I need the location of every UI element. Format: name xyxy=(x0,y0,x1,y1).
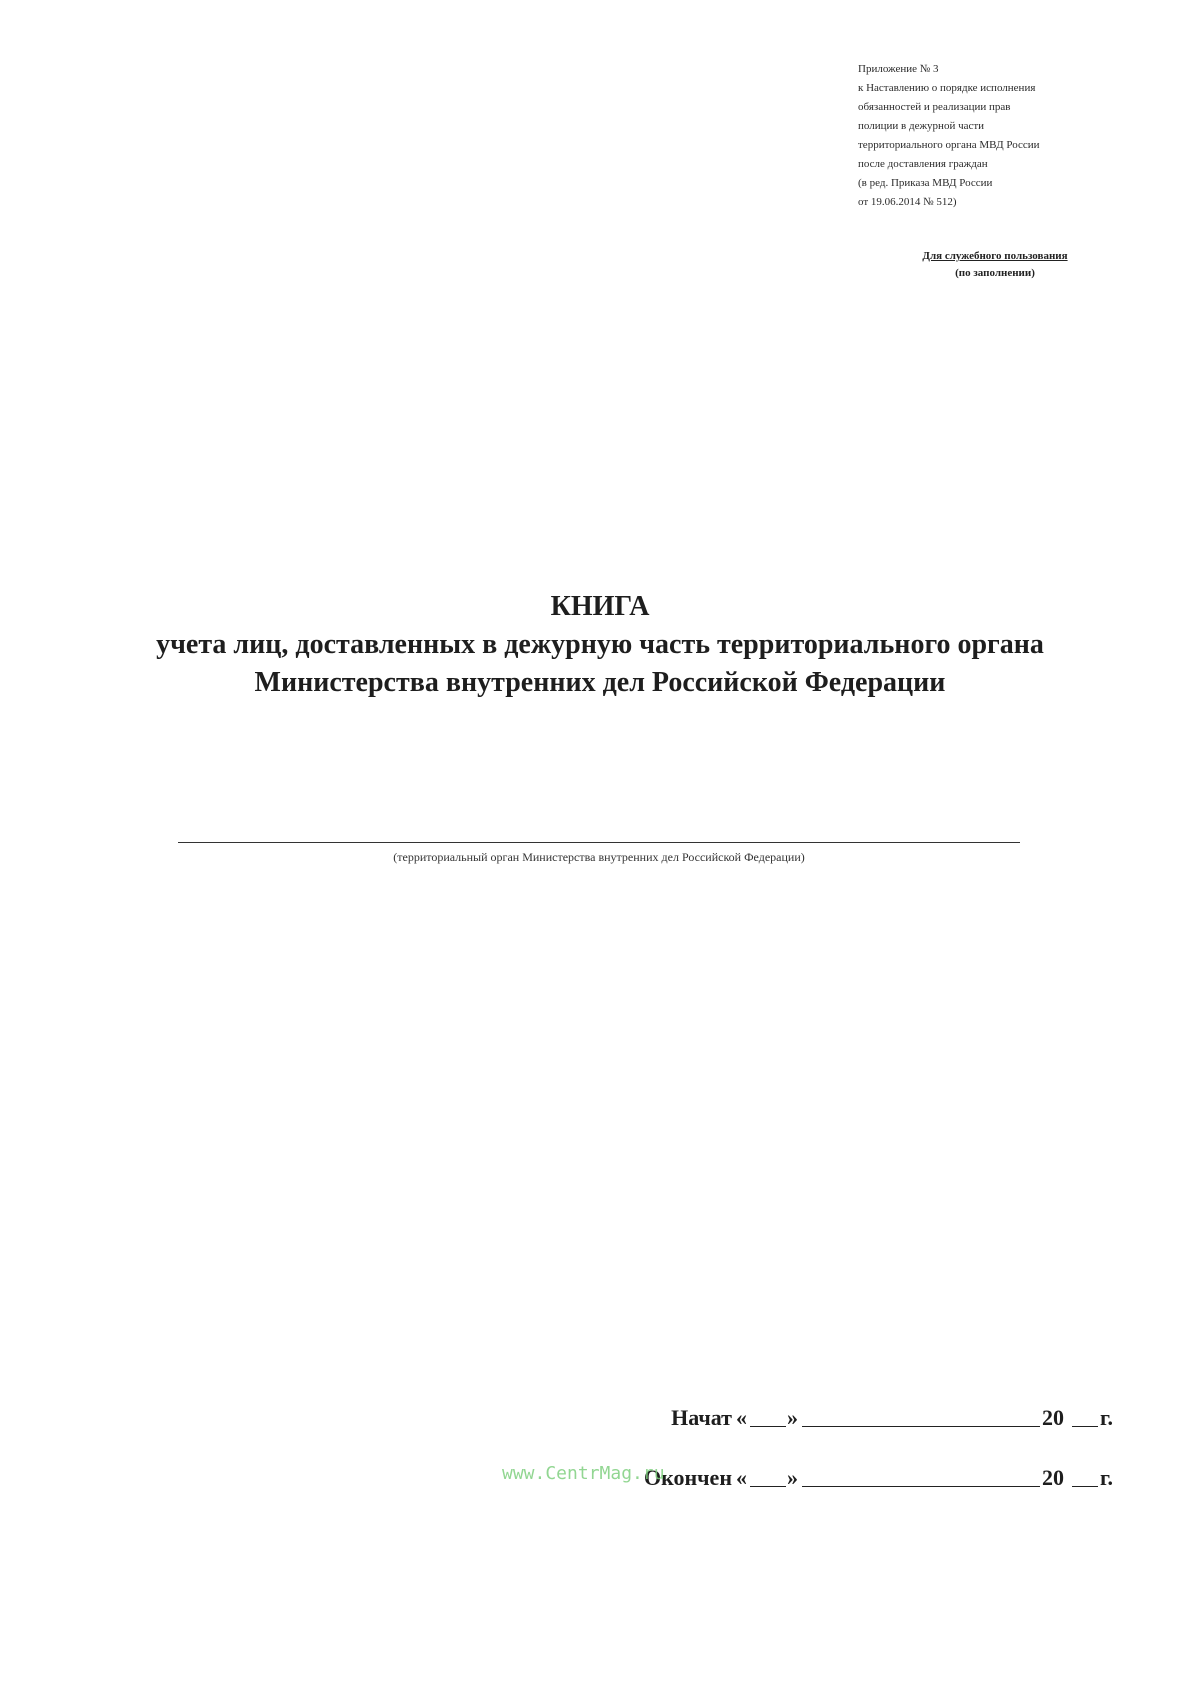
started-date-row xyxy=(600,1402,1120,1434)
quote-open: « xyxy=(736,1465,747,1490)
quote-close: » xyxy=(787,1465,798,1490)
title-line-1: КНИГА xyxy=(550,591,650,622)
finished-date-row xyxy=(600,1462,1120,1494)
appendix-line: обязанностей и реализации прав xyxy=(858,101,1011,113)
appendix-line: от 19.06.2014 № 512) xyxy=(858,196,957,208)
day-blank xyxy=(750,1486,786,1487)
year-blank xyxy=(1072,1426,1098,1427)
appendix-line: после доставления граждан xyxy=(858,158,988,170)
appendix-line: Приложение № 3 xyxy=(858,63,939,75)
watermark: www.CentrMag.ru xyxy=(502,1463,665,1484)
year-blank xyxy=(1072,1486,1098,1487)
month-blank xyxy=(802,1426,1040,1427)
organ-fill-line xyxy=(178,842,1020,843)
year-suffix: г. xyxy=(1100,1465,1114,1490)
official-use-label: Для служебного пользования xyxy=(922,250,1068,262)
year-suffix: г. xyxy=(1100,1405,1114,1430)
document-title xyxy=(40,588,1160,702)
quote-open: « xyxy=(736,1405,747,1430)
appendix-line: к Наставлению о порядке исполнения xyxy=(858,82,1036,94)
day-blank xyxy=(750,1426,786,1427)
quote-close: » xyxy=(787,1405,798,1430)
official-use-note: (по заполнении) xyxy=(955,267,1035,279)
title-line-3: Министерства внутренних дел Российской Федерации xyxy=(254,667,946,698)
official-use-stamp xyxy=(870,248,1120,282)
organ-caption: (территориальный орган Министерства внутренних дел Российской Федерации) xyxy=(393,850,805,864)
appendix-line: территориального органа МВД России xyxy=(858,139,1040,151)
year-prefix: 20 xyxy=(1042,1405,1064,1430)
appendix-reference xyxy=(858,60,1158,212)
year-prefix: 20 xyxy=(1042,1465,1064,1490)
started-label: Начат xyxy=(671,1405,732,1430)
appendix-line: полиции в дежурной части xyxy=(858,120,985,132)
title-line-2: учета лиц, доставленных в дежурную часть территориального органа xyxy=(156,629,1044,660)
month-blank xyxy=(802,1486,1040,1487)
appendix-line: (в ред. Приказа МВД России xyxy=(858,177,993,189)
finished-label: Окончен xyxy=(643,1465,732,1490)
